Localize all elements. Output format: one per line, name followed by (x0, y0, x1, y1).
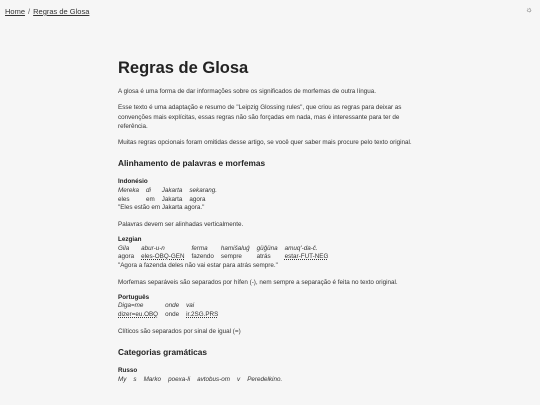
section-heading-grammatical-categories: Categorias gramáticas (118, 346, 208, 357)
gloss-word: atrás (256, 253, 271, 261)
gloss-word: eles-OBQ-GEN (141, 253, 185, 261)
gloss-line (118, 253, 335, 262)
breadcrumb-current-link[interactable]: Regras de Glosa (33, 7, 90, 16)
alignment-note: Palavras devem ser alinhadas verticalmente. (118, 220, 244, 228)
source-word: Mereka (118, 187, 139, 195)
example-language: Russo (118, 366, 138, 374)
gloss-word: agora (118, 253, 135, 261)
source-word: amuq'-da-č. (284, 244, 318, 252)
breadcrumb-home-link[interactable]: Home (5, 7, 26, 16)
intro-paragraph-1: A glosa é uma forma de dar informações sobre os significados de morfemas de outra língua. (118, 88, 376, 95)
gloss-word: onde (165, 311, 180, 319)
gloss-word: Jakarta (161, 195, 183, 203)
gloss-word: sempre (220, 253, 242, 261)
gloss-word: eles (118, 195, 130, 203)
intro-paragraph-3: Muitas regras opcionais foram omitidas desse artigo, se você quer saber mais procure pelo texto original. (118, 139, 412, 147)
source-line (118, 376, 289, 385)
gloss-line (118, 196, 224, 205)
source-word: sekarang. (189, 187, 218, 195)
interlinear-table (118, 302, 225, 319)
gloss-word: ir.2SG.PRS (186, 311, 219, 319)
gloss-line (118, 311, 225, 320)
source-word: My (118, 375, 127, 383)
interlinear-table (118, 376, 289, 385)
translation-line: "Eles estão em Jakarta agora." (118, 204, 205, 212)
interlinear-table (118, 187, 224, 204)
top-bar (0, 0, 540, 22)
source-line (118, 302, 225, 311)
source-word: Jakarta (161, 187, 183, 195)
article (118, 58, 420, 391)
source-line (118, 245, 335, 254)
source-word: vai (186, 302, 195, 310)
source-word: s (133, 375, 137, 383)
source-word: Diga=me (118, 302, 144, 310)
source-word: onde (165, 302, 180, 310)
interlinear-table (118, 245, 335, 262)
source-word: hamišaluǵ (220, 244, 250, 252)
example-portuguese (118, 294, 420, 320)
page-title: Regras de Glosa (118, 59, 249, 77)
hyphen-note: Morfemas separáveis são separados por hífen (-), nem sempre a separação é feita no texto original. (118, 278, 398, 286)
gloss-word: agora (189, 195, 206, 203)
translation-line: "Agora a fazenda deles não vai estar para atrás sempre." (118, 261, 278, 269)
source-word: Peredelkino. (247, 375, 283, 383)
sun-icon[interactable]: ☼ (525, 5, 533, 14)
clitic-note: Clíticos são separados por sinal de igual (=) (118, 327, 241, 335)
example-language: Português (118, 293, 150, 301)
source-word: poexa-li (168, 375, 191, 383)
source-word: di (146, 187, 151, 195)
source-word: Marko (143, 375, 162, 383)
example-russian (118, 367, 420, 384)
section-heading-alignment: Alinhamento de palavras e morfemas (118, 158, 266, 169)
example-indonesian (118, 178, 420, 212)
source-line (118, 187, 224, 196)
example-language: Lezgian (118, 236, 142, 244)
gloss-word: dizer=eu.OBQ (118, 311, 159, 319)
source-word: v (237, 375, 241, 383)
gloss-word: estar-FUT-NEG (284, 253, 329, 261)
source-word: abur-u-n (141, 244, 165, 252)
example-lezgian (118, 236, 420, 270)
breadcrumb (5, 7, 89, 16)
example-language: Indonésio (118, 178, 148, 186)
gloss-word: em (146, 195, 155, 203)
source-word: Gila (118, 244, 130, 252)
breadcrumb-separator: / (28, 7, 31, 16)
intro-paragraph-2: Esse texto é uma adaptação e resumo de "Leipzig Glossing rules", que criou as regras para deixar as convenções mais explícitas, essas regras não são forçadas em nada, mas é interessante para ter de referência. (118, 104, 402, 130)
source-word: güǧüna (256, 244, 278, 252)
gloss-word: fazendo (191, 253, 214, 261)
source-word: ferma (191, 244, 208, 252)
source-word: avtobus-om (197, 375, 231, 383)
